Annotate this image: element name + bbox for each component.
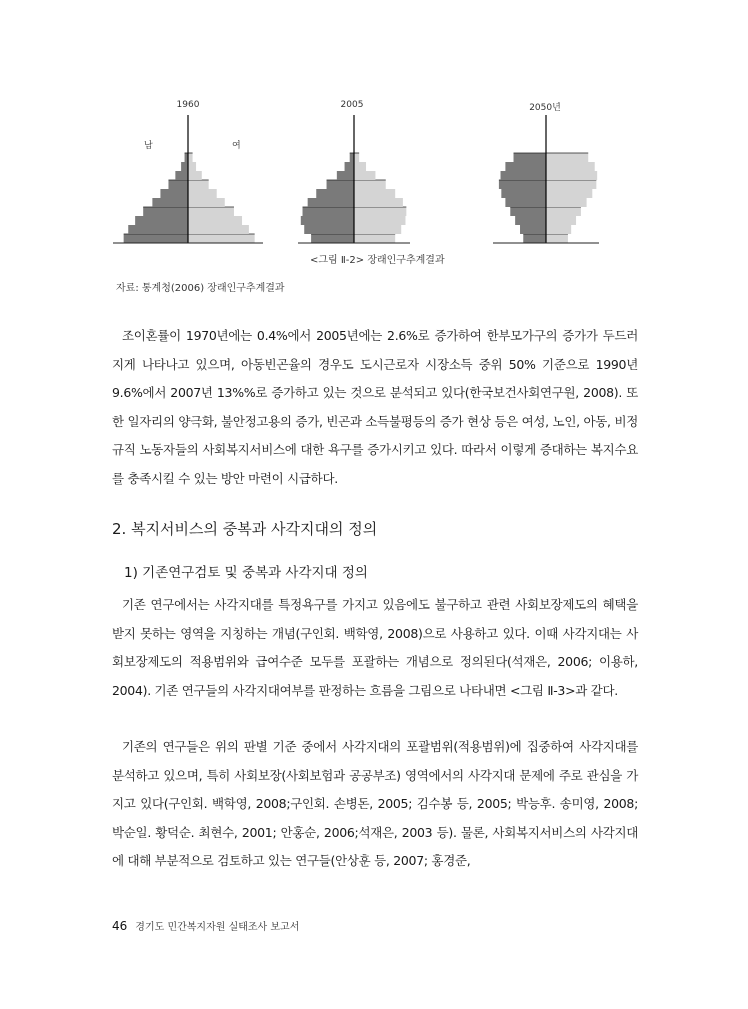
pyramid-bar-female [354, 198, 403, 207]
pyramid-bar-male [345, 162, 354, 171]
pyramid-bar-male [327, 180, 354, 189]
pyramid-bar-male [143, 207, 188, 216]
pyramid-bar-female [188, 198, 225, 207]
pyramid-bar-female [354, 207, 406, 216]
pyramid-bar-male [152, 198, 188, 207]
pyramid-bar-male [304, 225, 354, 234]
pyramid-bar-female [546, 189, 592, 198]
pyramid-bar-male [303, 207, 354, 216]
pyramid-bar-female [188, 234, 255, 243]
pyramid-bar-female [354, 189, 395, 198]
pyramid-bar-male [350, 153, 354, 162]
pyramid-year-label-2050: 2050년 [529, 103, 561, 113]
female-label: 여 [232, 141, 241, 151]
figure-source: 자료: 통계청(2006) 장래인구추계결과 [116, 283, 285, 294]
pyramid-2050 [493, 115, 599, 243]
page-footer [112, 918, 299, 933]
pyramid-bar-male [501, 171, 546, 180]
pyramid-bar-female [546, 153, 588, 162]
pyramid-bar-male [168, 180, 188, 189]
pyramid-bar-male [514, 153, 546, 162]
pyramid-bar-male [135, 216, 188, 225]
pyramid-bar-female [188, 180, 209, 189]
pyramid-bar-female [546, 171, 597, 180]
pyramid-bar-male [505, 162, 546, 171]
pyramid-year-label-1960: 1960 [176, 100, 200, 110]
paragraph-3: 기존의 연구들은 위의 판별 기준 중에서 사각지대의 포괄범위(적용범위)에 집중하여 사각지대를 분석하고 있으며, 특히 사회보장(사회보험과 공공부조) 영역에서의 사각지대 문제에 주로 관심을 가지고 있다(구인회. 백학영, 2008;구인회. 손병돈, 2005; 김수봉 등, 2005; 박능후. 송미영, 2008;박순일. 황덕순. 최현수, 2001; 안홍순, 2006;석재은, 2003 등). 물론, 사회복지서비스의 사각지대에 대해 부분적으로 검토하고 있는 연구들(안상훈 등, 2007; 홍경준, [112, 739, 638, 868]
pyramid-bar-female [546, 216, 576, 225]
pyramid-bar-female [546, 198, 587, 207]
pyramid-bar-male [520, 225, 546, 234]
pyramid-bar-female [354, 180, 386, 189]
pyramid-bar-female [188, 153, 193, 162]
pyramid-bar-female [354, 216, 405, 225]
pyramid-bar-female [188, 189, 217, 198]
report-title: 경기도 민간복지자원 실태조사 보고서 [135, 922, 300, 933]
pyramid-bar-male [175, 171, 188, 180]
pyramid-bar-female [354, 234, 395, 243]
paragraph-1: 조이혼률이 1970년에는 0.4%에서 2005년에는 2.6%로 증가하여 한부모가구의 증가가 두드러지게 나타나고 있으며, 아동빈곤율의 경우도 도시근로자 시장소득 중위 50% 기준으로 1990년 9.6%에서 2007년 13%%로 증가하고 있는 것으로 분석되고 있다(한국보건사회연구원, 2008). 또한 일자리의 양극화, 불안정고용의 증가, 빈곤과 소득불평등의 증가 현상 등은 여성, 노인, 아동, 비정규직 노동자들의 사회복지서비스에 대한 욕구를 증가시키고 있다. 따라서 이렇게 증대하는 복지수요를 충족시킬 수 있는 방안 마련이 시급하다. [112, 328, 638, 486]
section-heading: 2. 복지서비스의 중복과 사각지대의 정의 [112, 520, 378, 538]
page-number: 46 [112, 919, 128, 933]
pyramid-bar-male [308, 198, 354, 207]
pyramid-bar-male [181, 162, 188, 171]
pyramid-bar-female [354, 225, 401, 234]
pyramid-bar-male [301, 216, 354, 225]
pyramid-bar-female [546, 234, 568, 243]
pyramid-bar-male [337, 171, 354, 180]
pyramid-bar-female [354, 153, 359, 162]
pyramid-bar-female [188, 207, 234, 216]
pyramid-bar-male [515, 216, 546, 225]
pyramid-bar-female [188, 171, 202, 180]
pyramid-bar-female [546, 162, 595, 171]
pyramid-1960 [113, 115, 263, 243]
pyramid-bar-male [160, 189, 188, 198]
figure-caption: <그림 Ⅱ-2> 장래인구추계결과 [310, 255, 445, 266]
pyramid-bar-male [499, 180, 546, 189]
paragraph-2: 기존 연구에서는 사각지대를 특정욕구를 가지고 있음에도 불구하고 관련 사회보장제도의 혜택을 받지 못하는 영역을 지칭하는 개념(구인회. 백학영, 2008)으로 사용하고 있다. 이때 사각지대는 사회보장제도의 적용범위와 급여수준 모두를 포괄하는 개념으로 정의된다(석재은, 2006; 이용하, 2004). 기존 연구들의 사각지대여부를 판정하는 흐름을 그림으로 나타내면 <그림 Ⅱ-3>과 같다. [112, 597, 638, 698]
pyramid-bar-female [188, 216, 242, 225]
pyramid-bar-male [501, 189, 546, 198]
pyramid-bar-female [546, 225, 571, 234]
pyramid-bar-male [505, 198, 546, 207]
pyramid-2005 [298, 115, 410, 243]
pyramid-bar-male [311, 234, 354, 243]
subsection-heading: 1) 기존연구검토 및 중복과 사각지대 정의 [124, 565, 368, 581]
male-label: 남 [144, 141, 153, 151]
pyramid-bar-female [546, 180, 596, 189]
pyramid-bar-male [523, 234, 546, 243]
pyramid-bar-female [546, 207, 581, 216]
pyramid-bar-female [188, 162, 196, 171]
pyramid-year-label-2005: 2005 [340, 100, 364, 110]
pyramid-bar-male [510, 207, 546, 216]
pyramid-bar-female [354, 171, 375, 180]
pyramid-bar-female [188, 225, 249, 234]
pyramid-bar-female [354, 162, 366, 171]
pyramid-bar-male [316, 189, 354, 198]
pyramid-bar-male [128, 225, 188, 234]
pyramid-bar-male [124, 234, 188, 243]
